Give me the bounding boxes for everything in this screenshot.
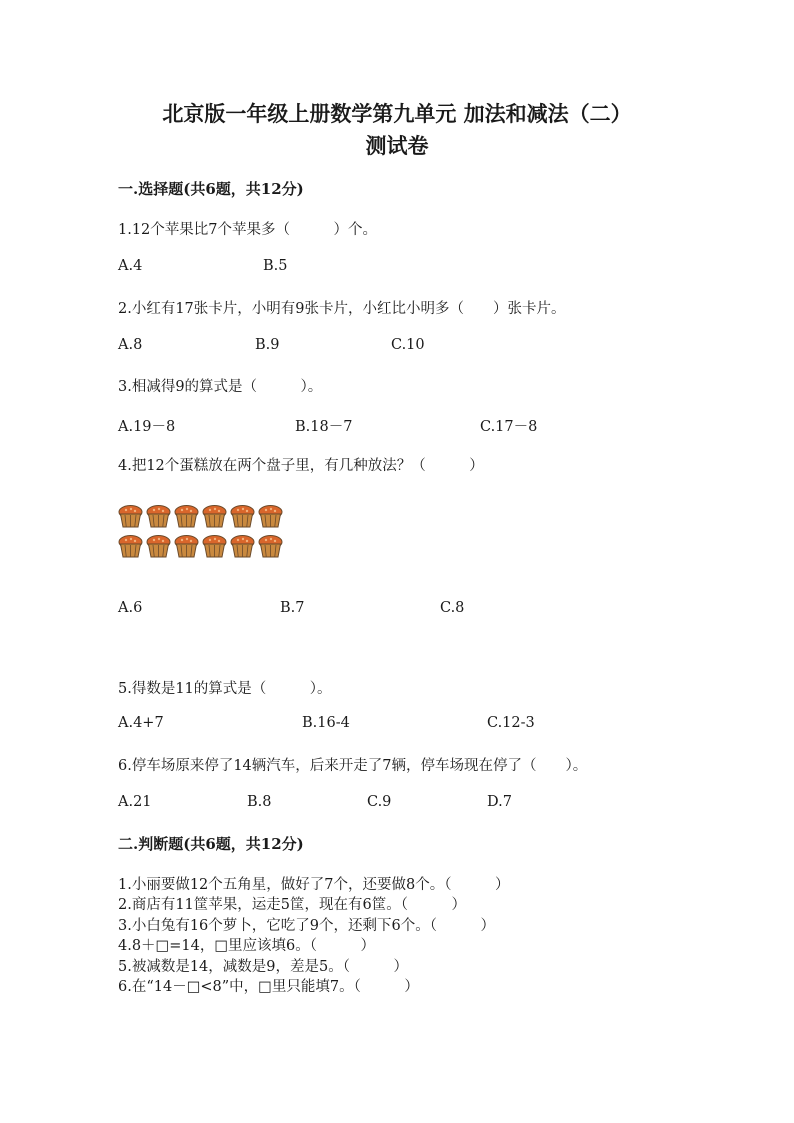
question-5: 5.得数是11的算式是（ ）。: [118, 681, 332, 697]
cakes-image: [118, 504, 298, 562]
question-3: 3.相减得9的算式是（ ）。: [118, 379, 323, 395]
cake-icon: [146, 534, 171, 559]
cake-icon: [118, 504, 143, 529]
question-6-option-c: C.9: [367, 794, 392, 810]
judgment-4: 4.8＋□=14，□里应该填6。（ ）: [118, 938, 376, 954]
page-title-line2: 测试卷: [365, 133, 429, 158]
question-4-option-a: A.6: [118, 600, 143, 616]
cake-icon: [230, 534, 255, 559]
question-5-option-c: C.12-3: [487, 715, 535, 731]
question-6-option-d: D.7: [487, 794, 512, 810]
judgment-3: 3.小白兔有16个萝卜，它吃了9个，还剩下6个。（ ）: [118, 918, 495, 934]
cake-icon: [230, 504, 255, 529]
question-2: 2.小红有17张卡片，小明有9张卡片，小红比小明多（ ）张卡片。: [118, 301, 566, 317]
question-3-option-a: A.19－8: [118, 419, 176, 435]
question-1-option-a: A.4: [118, 258, 143, 274]
question-6-option-b: B.8: [247, 794, 272, 810]
cake-icon: [258, 504, 283, 529]
judgment-1: 1.小丽要做12个五角星，做好了7个，还要做8个。（ ）: [118, 877, 510, 893]
question-5-option-b: B.16-4: [302, 715, 350, 731]
question-2-option-b: B.9: [255, 337, 280, 353]
cake-icon: [258, 534, 283, 559]
cake-icon: [118, 534, 143, 559]
cake-icon: [202, 534, 227, 559]
question-3-option-b: B.18－7: [295, 419, 353, 435]
cake-icon: [174, 504, 199, 529]
cake-icon: [202, 504, 227, 529]
judgment-6: 6.在“14－□<8”中，□里只能填7。（ ）: [118, 979, 419, 995]
question-6: 6.停车场原来停了14辆汽车，后来开走了7辆，停车场现在停了（ ）。: [118, 758, 588, 774]
question-2-option-c: C.10: [391, 337, 425, 353]
question-1: 1.12个苹果比7个苹果多（ ）个。: [118, 222, 378, 238]
cake-icon: [174, 534, 199, 559]
section1-heading: 一.选择题(共6题，共12分): [118, 180, 304, 198]
judgment-2: 2.商店有11筐苹果，运走5筐，现在有6筐。（ ）: [118, 897, 466, 913]
judgment-5: 5.被减数是14，减数是9，差是5。（ ）: [118, 959, 408, 975]
page-title-line1: 北京版一年级上册数学第九单元 加法和减法（二）: [162, 101, 632, 126]
question-6-option-a: A.21: [118, 794, 152, 810]
question-4-option-b: B.7: [280, 600, 305, 616]
question-3-option-c: C.17－8: [480, 419, 538, 435]
question-4: 4.把12个蛋糕放在两个盘子里，有几种放法？（ ）: [118, 458, 484, 474]
cake-icon: [146, 504, 171, 529]
question-4-option-c: C.8: [440, 600, 465, 616]
question-5-option-a: A.4+7: [118, 715, 164, 731]
question-1-option-b: B.5: [263, 258, 288, 274]
question-2-option-a: A.8: [118, 337, 143, 353]
section2-heading: 二.判断题(共6题，共12分): [118, 835, 304, 853]
